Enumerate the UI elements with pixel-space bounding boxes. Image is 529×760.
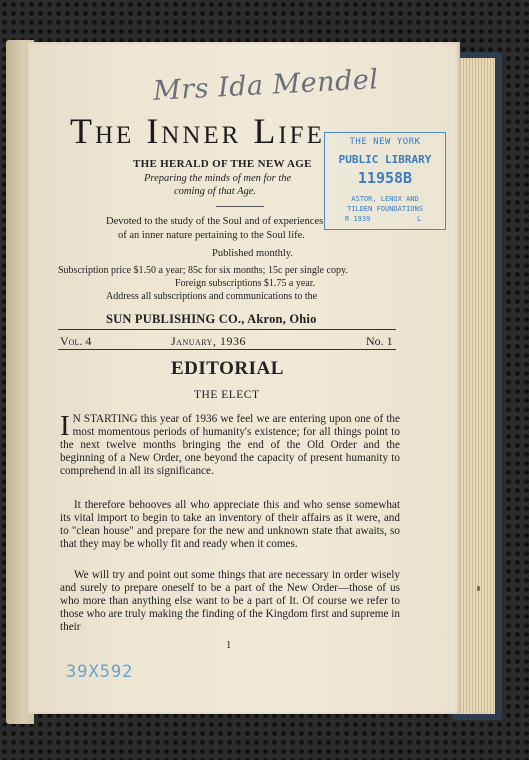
- tagline-divider: [216, 206, 264, 207]
- issue-volume: Vol. 4: [60, 334, 92, 348]
- issue-date: January, 1936: [171, 334, 246, 348]
- magazine-title: The Inner Life: [70, 111, 325, 151]
- stamp-year: R 1939: [345, 215, 371, 223]
- page-number: 1: [226, 640, 232, 651]
- paper-speck: [477, 586, 480, 591]
- article-paragraph-3: We will try and point out some things that are necessary in order wisely and surely to prepare oneself to be a part of the New Order—those of us who more than anything else want to be a part of It. Of course we refer to those who are truly making the finding of the Kingdom first and supreme in their: [60, 569, 400, 633]
- address-note: Address all subscriptions and communications to the: [106, 291, 318, 302]
- magazine-subtitle: THE HERALD OF THE NEW AGE: [133, 158, 312, 170]
- stamp-accession-number: 11958B: [357, 169, 413, 187]
- magazine-page: [28, 42, 460, 714]
- library-stamp: [324, 132, 446, 230]
- article-paragraph-2: It therefore behooves all who appreciate this and who sense somewhat its vital import to begin to take an inventory of their affairs as it were, and to "clean house" and prepare for the new and unknown state that awaits, so that they may be wholly fit and ready when it comes.: [60, 499, 400, 550]
- issue-rule-bottom: [58, 349, 396, 350]
- section-heading: EDITORIAL: [171, 358, 284, 379]
- page-edges: [455, 58, 495, 714]
- foreign-subscription-price: Foreign subscriptions $1.75 a year.: [175, 278, 315, 289]
- issue-number: No. 1: [366, 334, 393, 348]
- stamp-line-2: PUBLIC LIBRARY: [338, 153, 432, 166]
- tagline-line-2: coming of that Age.: [174, 186, 257, 197]
- issue-rule-top: [58, 329, 396, 330]
- description-line-1: Devoted to the study of the Soul and of experiences: [106, 216, 324, 227]
- drop-cap: I: [60, 410, 70, 442]
- publisher-name: SUN PUBLISHING CO., Akron, Ohio: [106, 312, 317, 326]
- stamp-mark: L: [417, 215, 422, 223]
- stamp-line-4: ASTOR, LENOX AND: [351, 195, 419, 203]
- description-line-2: of an inner nature pertaining to the Soul life.: [118, 230, 305, 241]
- stamp-line-1: THE NEW YORK: [349, 137, 421, 147]
- article-paragraph-1: I N STARTING this year of 1936 we feel we are entering upon one of the most momentous periods of humanity's existence; for all things point to the next twelve months bringing the end of the Old Order and the beginning of a New Order, one beyond the capacity of present humanity to comprehend in all its significance.: [60, 410, 400, 477]
- subscription-price: Subscription price $1.50 a year; 85c for six months; 15c per single copy.: [58, 265, 348, 276]
- stamp-line-5: TILDEN FOUNDATIONS: [347, 205, 423, 213]
- publication-frequency: Published monthly.: [212, 248, 293, 259]
- tagline-line-1: Preparing the minds of men for the: [144, 173, 292, 184]
- call-number: 39X592: [66, 662, 134, 682]
- owner-signature: Mrs Ida Mendel: [152, 64, 380, 107]
- article-heading: THE ELECT: [194, 389, 260, 401]
